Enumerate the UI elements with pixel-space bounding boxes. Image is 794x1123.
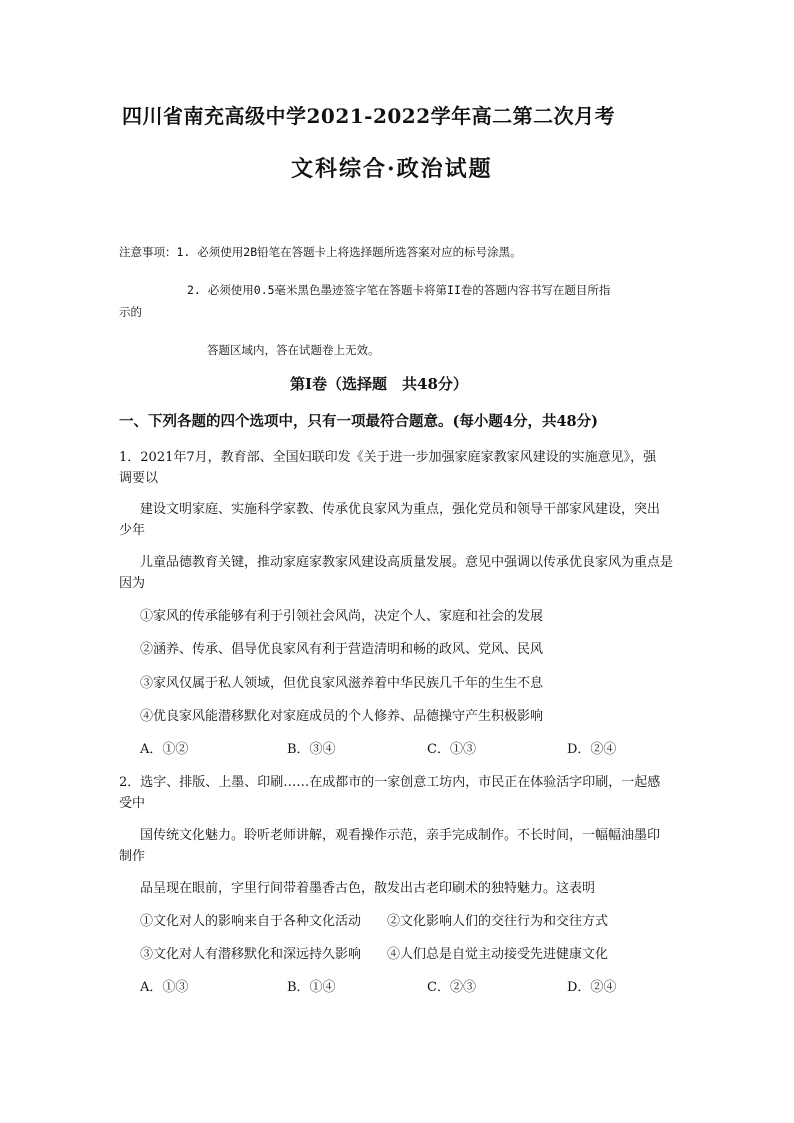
note-2-cont: 示的 [119,305,142,319]
q2-statement: ④人们总是自觉主动接受先进健康文化 [387,947,609,962]
q2-line: 2．选字、排版、上墨、印刷……在成都市的一家创意工坊内，市民正在体验活字印刷，一起感 [119,775,661,790]
q2-line: 品呈现在眼前，字里行间带着墨香古色，散发出古老印刷术的独特魅力。这表明 [140,881,596,896]
q1-statement: ④优良家风能潜移默化对家庭成员的个人修养、品德操守产生积极影响 [140,709,544,724]
q1-option-c: C．①③ [427,742,476,757]
q2-option-c: C．②③ [427,980,476,995]
q1-statement: ②涵养、传承、倡导优良家风有利于营造清明和畅的政风、党风、民风 [140,642,544,657]
q1-line: 因为 [119,576,146,591]
q1-line: 少年 [119,523,146,538]
q2-line: 国传统文化魅力。聆听老师讲解，观看操作示范，亲手完成制作。不长时间，一幅幅油墨印 [140,828,661,843]
q2-line: 制作 [119,849,146,864]
q2-statement: ①文化对人的影响来自于各种文化活动 [140,914,362,929]
q1-option-b: B．③④ [287,742,336,757]
q2-statement: ③文化对人有潜移默化和深远持久影响 [140,947,362,962]
section-instruction: 一、下列各题的四个选项中，只有一项最符合题意。(每小题4分，共48分) [119,413,598,430]
note-2-end: 答题区域内，答在试题卷上无效。 [207,343,380,357]
q1-line: 1．2021年7月，教育部、全国妇联印发《关于进一步加强家庭家教家风建设的实施意见》，强 [119,450,657,465]
q1-statement: ①家风的传承能够有利于引领社会风尚，决定个人、家庭和社会的发展 [140,609,544,624]
part-heading: 第Ⅰ卷（选择题 共48分） [290,375,468,393]
q1-line: 儿童品德教育关键，推动家庭家教家风建设高质量发展。意见中强调以传承优良家风为重点是 [140,555,674,570]
q2-option-b: B．①④ [287,980,336,995]
note-1: 注意事项：1. 必须使用2B铅笔在答题卡上将选择题所选答案对应的标号涂黑。 [119,245,522,259]
exam-subtitle: 文科综合·政治试题 [291,156,493,182]
q1-statement: ③家风仅属于私人领域，但优良家风滋养着中华民族几千年的生生不息 [140,676,544,691]
q1-line: 建设文明家庭、实施科学家教、传承优良家风为重点，强化党员和领导干部家风建设，突出 [140,502,661,517]
q2-statement: ②文化影响人们的交往行为和交往方式 [387,914,609,929]
q1-option-d: D．②④ [567,742,617,757]
q1-option-a: A．①② [140,742,189,757]
q2-option-a: A．①③ [140,980,189,995]
note-2: 2. 必须使用0.5毫米黑色墨迹签字笔在答题卡将第II卷的答题内容书写在题目所指 [187,283,611,297]
q2-line: 受中 [119,796,146,811]
q2-option-d: D．②④ [567,980,617,995]
q1-line: 调要以 [119,471,159,486]
exam-title: 四川省南充高级中学2021-2022学年高二第二次月考 [122,104,616,128]
